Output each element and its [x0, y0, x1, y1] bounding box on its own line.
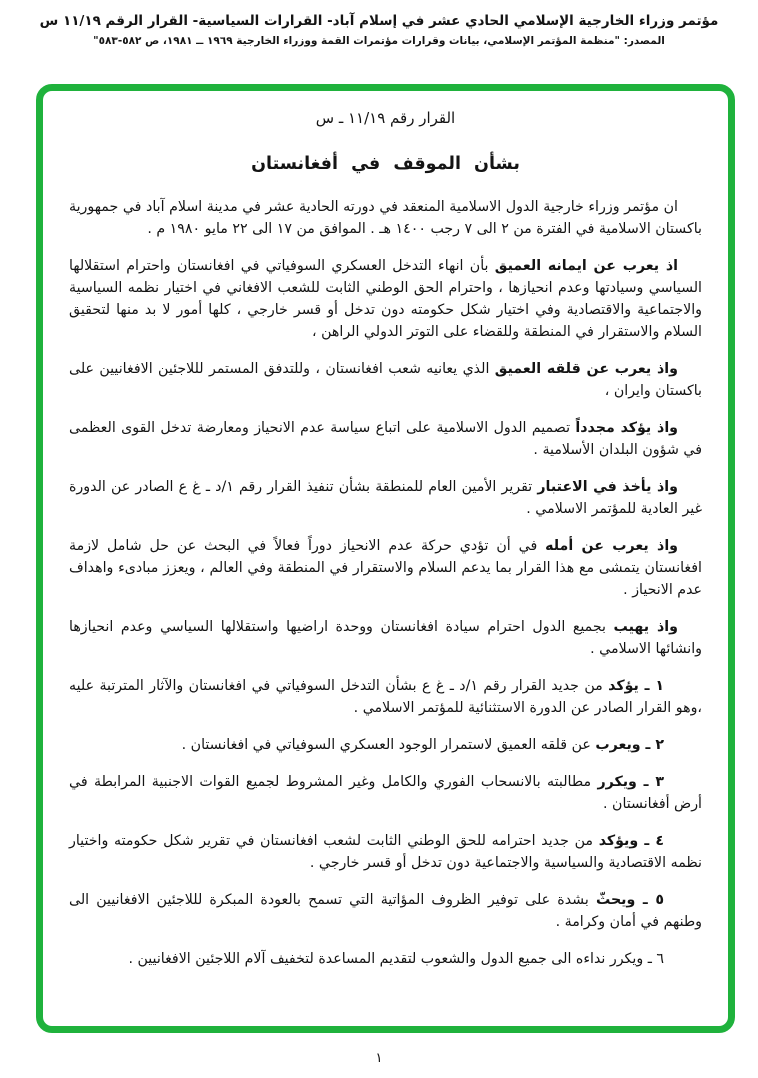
paragraph-lead: واذ يعرب عن قلقه العميق [494, 361, 678, 377]
item-lead: ١ ـ يؤكد [608, 678, 664, 694]
paragraph-lead: واذ يهيب [613, 619, 678, 635]
subject-title: بشأن الموقف في أفغانستان [251, 154, 520, 174]
preamble-paragraph-3 [69, 358, 702, 402]
operative-item-1 [69, 675, 702, 719]
paragraph-text: بجميع الدول احترام سيادة افغانستان ووحدة اراضيها واستقلالها السياسي وعدم انحيازها وانشائها الاسلامي . [69, 619, 702, 657]
paragraph-text: في أن تؤدي حركة عدم الانحياز دوراً فعالاً في البحث عن حل شامل لازمة افغانستان يتمشى مع هذا القرار بما يدعم السلام والاستقرار في المنطقة وفي العالم ، ويعزز مبادىء واهداف عدم الانحياز . [69, 538, 702, 598]
item-text: نداءه الى جميع الدول والشعوب لتقديم المساعدة لتخفيف آلام اللاجئين الافغانيين . [128, 951, 606, 967]
page-number: ١ [375, 1050, 383, 1066]
paragraph-lead: واذ يعرب عن أمله [545, 538, 679, 554]
preamble-paragraph-5 [69, 476, 702, 520]
preamble-paragraph-1 [69, 196, 702, 240]
item-lead: ٢ ـ ويعرب [595, 737, 664, 753]
paragraph-text: تصميم الدول الاسلامية على اتباع سياسة عدم الانحياز ومعارضة تدخل القوى العظمى في شؤون البلدان الأسلامية . [69, 420, 702, 458]
item-text: من جديد القرار رقم ١/د ـ غ ع بشأن التدخل السوفياتي في افغانستان والآثار المترتبة عليه ،وهو القرار الصادر عن الدورة الاستثنائية للمؤتمر الاسلامي . [69, 678, 702, 716]
preamble-paragraph-4 [69, 417, 702, 461]
decision-number-line: القرار رقم ١١/١٩ ـ س [315, 109, 456, 127]
item-text: عن قلقه العميق لاستمرار الوجود العسكري السوفياتي في افغانستان . [181, 737, 591, 753]
operative-item-2 [69, 734, 702, 756]
paragraph-text: الذي يعانيه شعب افغانستان ، وللتدفق المستمر لللاجئين الافغانيين على باكستان وايران ، [69, 361, 702, 399]
paragraph-text: بأن انهاء التدخل العسكري السوفياتي في افغانستان واحترام استقلالها السياسي وسيادتها وعدم انحيازها ، واحترام الحق الوطني الثابت للشعب الافغاني في اختيار نظمه السياسية والاجتماعية والاقتصادية وفي اختيار شكل حكومته دون تدخل أو قسر خارجي ، كلها أمور لا بد منها لتحقيق السلام والاستقرار في المنطقة وللقضاء على التوتر الدولي الراهن ، [69, 258, 702, 340]
preamble-paragraph-6 [69, 535, 702, 601]
preamble-paragraph-7 [69, 616, 702, 660]
header-source-line: المصدر: "منظمة المؤتمر الإسلامي، بيانات وقرارات مؤتمرات القمة ووزراء الخارجية ١٩٦٩ ــ ١٩٨١، ص ٥٨٢-٥٨٣" [93, 35, 665, 47]
paragraph-text: تقرير الأمين العام للمنطقة بشأن تنفيذ القرار رقم ١/د ـ غ ع الصادر عن الدورة غير العادية للمؤتمر الاسلامي . [69, 479, 702, 517]
operative-item-4 [69, 830, 702, 874]
operative-item-6 [69, 948, 702, 970]
item-text: بشدة على توفير الظروف المؤاتية التي تسمح بالعودة المبكرة لللاجئين الافغانيين الى وطنهم في أمان وكرامة . [69, 892, 702, 930]
paragraph-lead: واذ يأخذ في الاعتبار [537, 479, 678, 495]
document-header [0, 13, 758, 47]
item-text: مطالبته بالانسحاب الفوري والكامل وغير المشروط لجميع القوات الاجنبية المرابطة في أرض أفغانستان . [69, 774, 702, 812]
paragraph-text: ان مؤتمر وزراء خارجية الدول الاسلامية المنعقد في دورته الحادية عشر في مدينة اسلام آباد في جمهورية باكستان الاسلامية في الفترة من ٢ الى ٧ رجب ١٤٠٠ هـ . الموافق من ١٧ الى ٢٢ مايو ١٩٨٠ م . [69, 199, 702, 237]
operative-item-3 [69, 771, 702, 815]
item-lead: ٥ ـ ويحثّ [595, 892, 664, 908]
paragraph-lead: واذ يؤكد مجدداً [575, 420, 679, 436]
preamble-paragraph-2 [69, 255, 702, 343]
item-text: من جديد احترامه للحق الوطني الثابت لشعب افغانستان في تقرير شكل حكومته واختيار نظمه الاقتصادية والسياسية والاجتماعية دون تدخل أو قسر خارجي . [69, 833, 702, 871]
item-lead: ٣ ـ ويكرر [597, 774, 664, 790]
header-title: مؤتمر وزراء الخارجية الإسلامي الحادي عشر في إسلام آباد- القرارات السياسية- القرار الرقم ١١/١٩ س [39, 13, 719, 29]
green-border-frame [36, 84, 735, 1033]
item-lead: ٤ ـ ويؤكد [598, 833, 664, 849]
operative-item-5 [69, 889, 702, 933]
paragraph-lead: اذ يعرب عن ايمانه العميق [494, 258, 679, 274]
item-lead: ٦ ـ ويكرر [609, 951, 664, 967]
